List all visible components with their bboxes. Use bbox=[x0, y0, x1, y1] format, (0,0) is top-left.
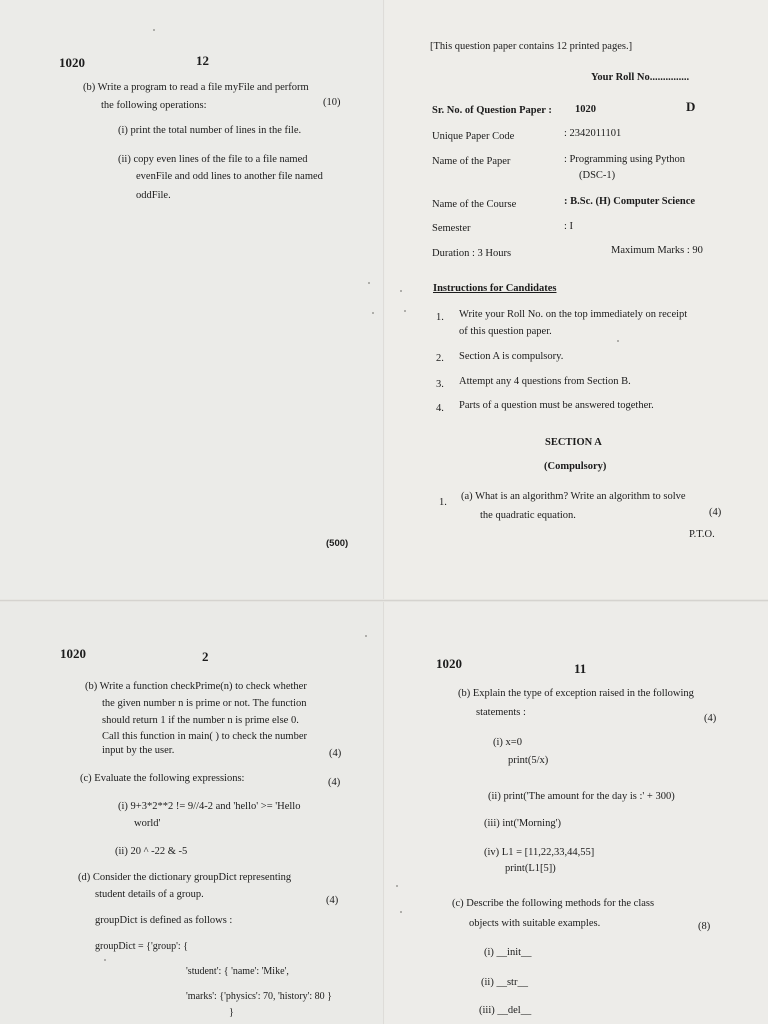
question-b-line: the given number n is prime or not. The function bbox=[102, 698, 307, 709]
statement-iv-line2: print(L1[5]) bbox=[505, 863, 556, 874]
code-line: } bbox=[229, 1007, 234, 1018]
question-b-marks: (10) bbox=[323, 97, 341, 108]
method-item: (i) __init__ bbox=[484, 947, 532, 958]
question-c-marks: (4) bbox=[328, 777, 341, 788]
detail-label: Unique Paper Code bbox=[432, 131, 515, 142]
speck bbox=[404, 310, 406, 312]
page-12 bbox=[0, 0, 384, 600]
expression-i-line2: world' bbox=[134, 818, 161, 829]
detail-value: : 2342011101 bbox=[564, 128, 622, 139]
question-1a-line1: (a) What is an algorithm? Write an algorithm to solve bbox=[461, 491, 686, 502]
question-c-marks: (8) bbox=[698, 921, 711, 932]
question-b-marks: (4) bbox=[329, 748, 342, 759]
maximum-marks: Maximum Marks : 90 bbox=[611, 245, 703, 256]
cover-page bbox=[384, 0, 768, 600]
speck bbox=[400, 290, 402, 292]
sr-no-value: 1020 bbox=[575, 104, 596, 115]
page-number: 11 bbox=[574, 661, 587, 676]
question-d-line2: student details of a group. bbox=[95, 889, 204, 900]
question-b-line1: (b) Write a program to read a file myFile and perform bbox=[83, 82, 309, 93]
instruction-text: Write your Roll No. on the top immediately on receipt bbox=[459, 309, 688, 320]
header-note: [This question paper contains 12 printed pages.] bbox=[430, 41, 633, 52]
section-title: SECTION A bbox=[545, 437, 602, 448]
question-d-line1: (d) Consider the dictionary groupDict representing bbox=[78, 872, 292, 883]
sr-no-label: Sr. No. of Question Paper : bbox=[432, 105, 552, 116]
code-line: 'student': { 'name': 'Mike', bbox=[186, 966, 289, 977]
page-number: 2 bbox=[202, 649, 209, 664]
instruction-text: Section A is compulsory. bbox=[459, 351, 564, 362]
question-d-line3: groupDict is defined as follows : bbox=[95, 915, 233, 926]
speck bbox=[365, 635, 367, 637]
question-1a-line2: the quadratic equation. bbox=[480, 510, 576, 521]
statement-i-line1: (i) x=0 bbox=[493, 737, 522, 748]
instruction-number: 3. bbox=[436, 379, 444, 390]
speck bbox=[368, 282, 370, 284]
method-item: (iii) __del__ bbox=[479, 1005, 532, 1016]
operation-ii-line1: (ii) copy even lines of the file to a file named bbox=[118, 154, 308, 165]
speck bbox=[400, 911, 402, 913]
page-2 bbox=[0, 600, 384, 1024]
question-1-number: 1. bbox=[439, 497, 447, 508]
instruction-text: Attempt any 4 questions from Section B. bbox=[459, 376, 631, 387]
duration: Duration : 3 Hours bbox=[432, 248, 512, 259]
statement-iv-line1: (iv) L1 = [11,22,33,44,55] bbox=[484, 847, 595, 858]
question-b-marks: (4) bbox=[704, 713, 717, 724]
section-subtitle: (Compulsory) bbox=[544, 461, 607, 472]
detail-value: : I bbox=[564, 221, 574, 232]
horizontal-fold-line bbox=[0, 599, 768, 602]
print-count: (500) bbox=[326, 538, 349, 549]
operation-ii-line3: oddFile. bbox=[136, 190, 171, 201]
paper-code: 1020 bbox=[59, 55, 85, 70]
instruction-number: 1. bbox=[436, 312, 444, 323]
question-c-line1: (c) Describe the following methods for the class bbox=[452, 898, 655, 909]
question-c-line2: objects with suitable examples. bbox=[469, 918, 601, 929]
detail-label: Name of the Course bbox=[432, 199, 517, 210]
detail-label: Name of the Paper bbox=[432, 156, 511, 167]
operation-ii-line2: evenFile and odd lines to another file named bbox=[136, 171, 323, 182]
detail-value: : B.Sc. (H) Computer Science bbox=[564, 196, 696, 207]
statement-i-line2: print(5/x) bbox=[508, 755, 549, 766]
question-b-line: input by the user. bbox=[102, 745, 175, 756]
statement-ii: (ii) print('The amount for the day is :' + 300) bbox=[488, 791, 675, 802]
paper-code: 1020 bbox=[436, 656, 462, 671]
question-d-marks: (4) bbox=[326, 895, 339, 906]
page-number: 12 bbox=[196, 53, 209, 68]
speck bbox=[153, 29, 155, 31]
speck bbox=[104, 959, 106, 961]
question-1a-marks: (4) bbox=[709, 507, 722, 518]
expression-ii: (ii) 20 ^ -22 & -5 bbox=[115, 846, 188, 857]
instruction-number: 2. bbox=[436, 353, 444, 364]
question-b-line: (b) Write a function checkPrime(n) to check whether bbox=[85, 681, 307, 692]
question-b-line2: statements : bbox=[476, 707, 526, 718]
instruction-text: of this question paper. bbox=[459, 326, 552, 337]
speck bbox=[396, 885, 398, 887]
detail-value: (DSC-1) bbox=[579, 170, 616, 181]
set-letter: D bbox=[686, 99, 696, 114]
roll-number-field: Your Roll No............... bbox=[591, 72, 690, 83]
vertical-fold-line bbox=[383, 0, 385, 1024]
instruction-number: 4. bbox=[436, 403, 444, 414]
speck bbox=[372, 312, 374, 314]
question-c: (c) Evaluate the following expressions: bbox=[80, 773, 245, 784]
detail-label: Semester bbox=[432, 223, 471, 234]
instruction-text: Parts of a question must be answered together. bbox=[459, 400, 654, 411]
pto: P.T.O. bbox=[689, 529, 715, 540]
expression-i-line1: (i) 9+3*2**2 != 9//4-2 and 'hello' >= 'Hello bbox=[118, 801, 301, 812]
detail-value: : Programming using Python bbox=[564, 154, 686, 165]
instructions-heading: Instructions for Candidates bbox=[433, 283, 557, 294]
page-11 bbox=[384, 600, 768, 1024]
speck bbox=[617, 340, 619, 342]
code-line: 'marks': {'physics': 70, 'history': 80 } bbox=[186, 991, 332, 1002]
question-b-line: Call this function in main( ) to check the number bbox=[102, 731, 307, 742]
question-b-line2: the following operations: bbox=[101, 100, 207, 111]
operation-i: (i) print the total number of lines in the file. bbox=[118, 125, 302, 136]
method-item: (ii) __str__ bbox=[481, 977, 528, 988]
statement-iii: (iii) int('Morning') bbox=[484, 818, 561, 829]
question-b-line1: (b) Explain the type of exception raised in the following bbox=[458, 688, 694, 699]
code-line: groupDict = {'group': { bbox=[95, 941, 188, 952]
paper-code: 1020 bbox=[60, 646, 86, 661]
question-b-line: should return 1 if the number n is prime else 0. bbox=[102, 715, 299, 726]
